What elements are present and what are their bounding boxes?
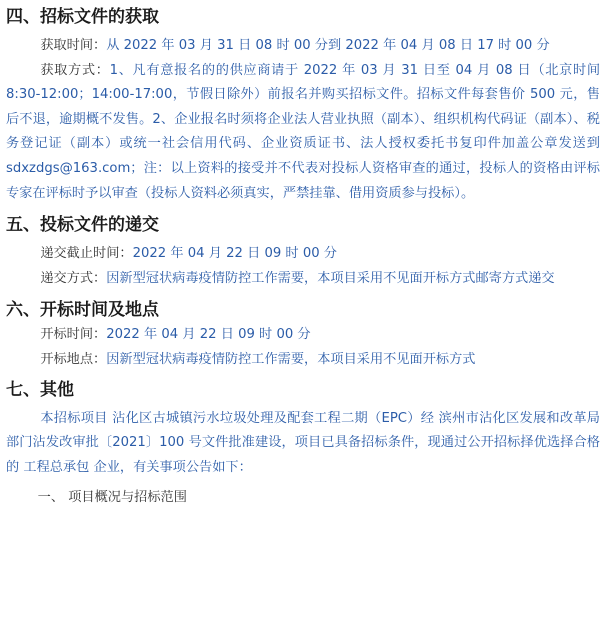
s5-deadline-label: 递交截止时间： — [40, 246, 133, 262]
section-5-heading: 五、投标文件的递交 — [6, 215, 159, 236]
s5-deadline-value: 2022 年 04 月 22 日 09 时 00 分 — [132, 246, 337, 262]
s5-method-text: 因新型冠状病毒疫情防控工作需要，本项目采用不见面开标方式邮寄方式递交 — [106, 270, 555, 286]
s6-place-label: 开标地点： — [40, 351, 107, 367]
s6-place-row — [6, 348, 600, 373]
s4-time-row — [6, 34, 600, 59]
s6-time-label: 开标时间： — [40, 327, 107, 343]
s5-method-label: 递交方式： — [40, 270, 107, 286]
s6-time-value: 2022 年 04 月 22 日 09 时 00 分 — [106, 327, 311, 343]
s6-time-row — [6, 323, 600, 348]
s6-place-value: 因新型冠状病毒疫情防控工作需要，本项目采用不见面开标方式 — [106, 351, 476, 367]
section-7-heading: 七、其他 — [6, 379, 74, 400]
s5-deadline-row — [6, 242, 600, 267]
s4-method-label: 获取方式： — [40, 62, 110, 78]
s4-method-paragraph — [6, 59, 600, 207]
s4-time-value: 从 2022 年 03 月 31 日 08 时 00 分到 2022 年 04 月 08 日 17 时 00 分 — [106, 38, 550, 53]
s5-method-paragraph — [6, 267, 600, 292]
s7-item-1: 一、 项目概况与招标范围 — [37, 490, 187, 506]
section-6-heading: 六、开标时间及地点 — [6, 300, 159, 321]
section-4-heading: 四、招标文件的获取 — [6, 7, 159, 27]
s4-method-text: 1、凡有意报名的的供应商请于 2022 年 03 月 31 日至 04 月 08 日（北京时间 8:30-12:00；14:00-17:00，节假日除外）前报名并购买招标文件。招标文件每套售价 500 元，售后不退，逾期概不发售。2、企业报名时须将企业法人营业执照（副本）、组织机构代码证（副本）、税务登记证（副本）或统一社会信用代码、企业资质证书、法人授权委托书复印件加盖公章发送到 sdxzdgs@163.com；注：以上资料的接受并不代表对投标人资格审查的通过，投标人的资格由评标专家在评标时予以审查（投标人资料必须真实，严禁挂靠、借用资质参与投标）。 — [6, 62, 601, 201]
s4-time-label: 获取时间： — [40, 38, 107, 53]
s7-paragraph: 本招标项目 沾化区古城镇污水垃圾处理及配套工程二期（EPC）经 滨州市沾化区发展和改革局部门沾发改审批〔2021〕100 号文件批准建设，项目已具备招标条件，现通过公开招标择优选择合格的 工程总承包 企业，有关事项公告如下： — [6, 410, 600, 475]
